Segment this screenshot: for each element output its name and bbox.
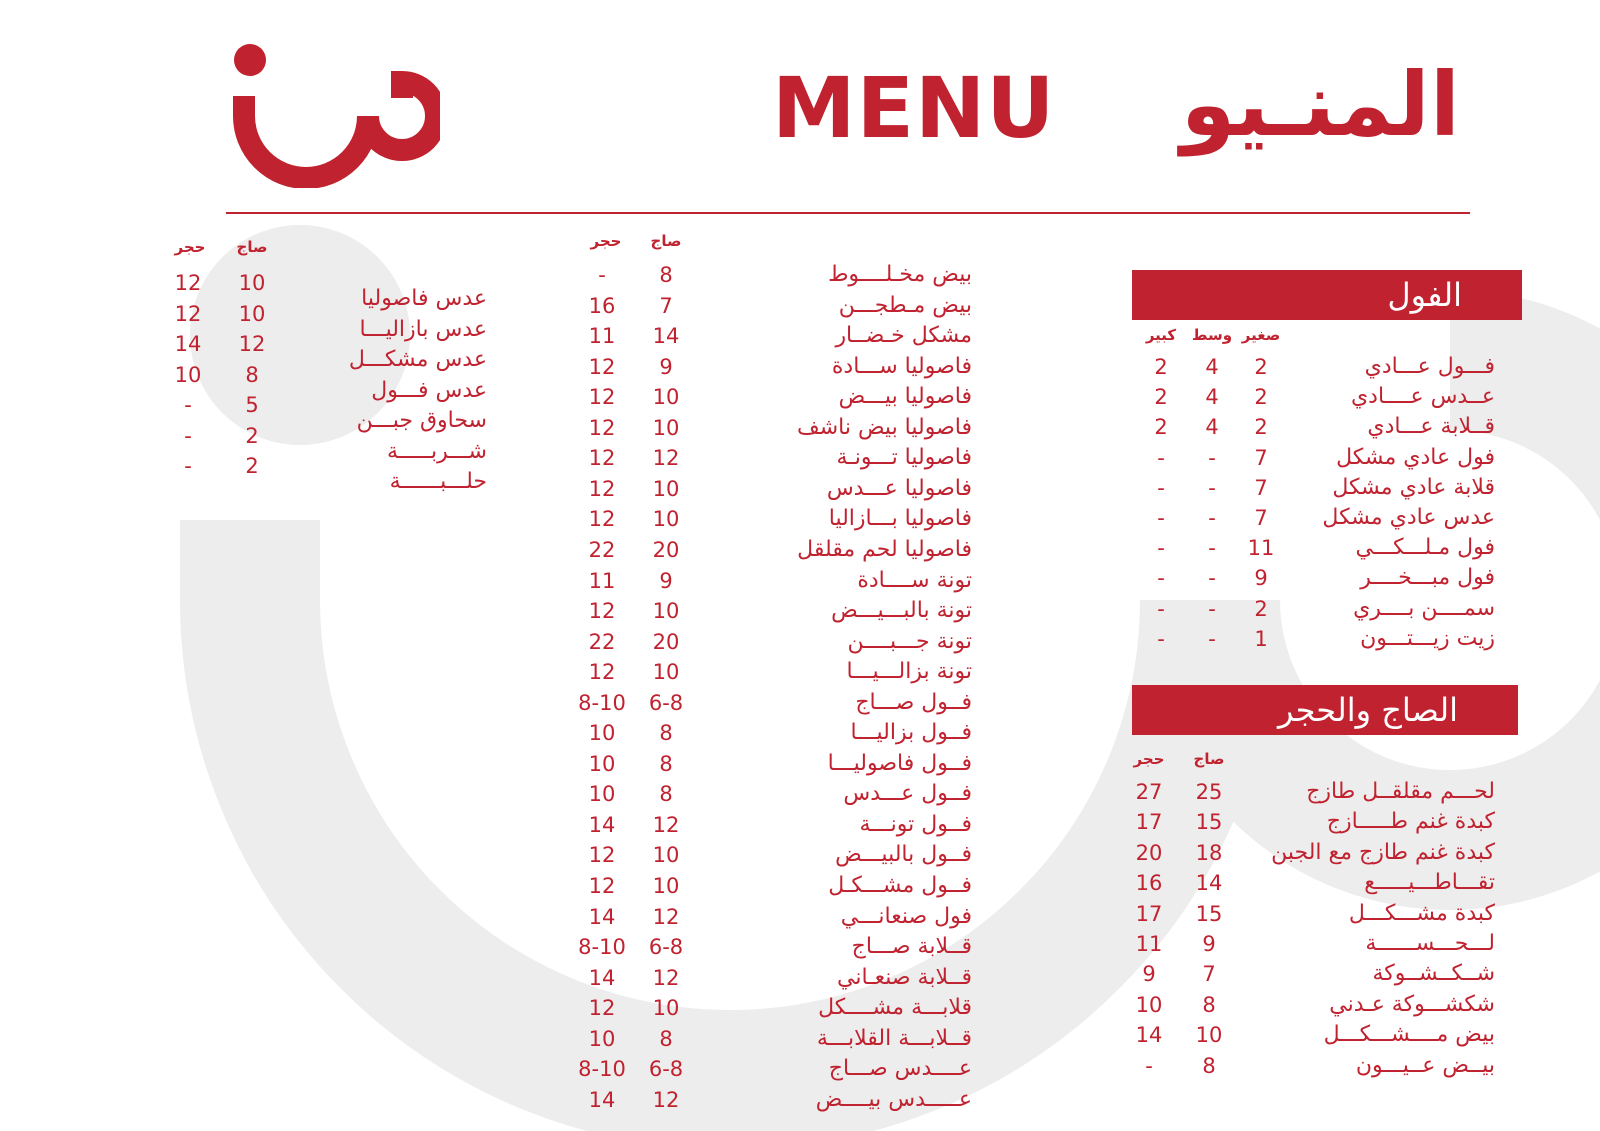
saj-hajar-item-saj-price: 7: [1202, 962, 1216, 987]
middle-item-hajar-price: 12: [588, 507, 616, 532]
middle-item-name: بيض مخـلــــوط: [828, 262, 972, 287]
middle-item-hajar-price: 12: [588, 599, 616, 624]
left-item-name: عدس فاصوليا: [361, 286, 487, 311]
middle-item-saj-price: 6-8: [648, 690, 684, 715]
middle-item-saj-price: 10: [652, 415, 680, 440]
header-medium: وسط: [1191, 326, 1233, 344]
left-item-saj-price: 2: [245, 423, 259, 448]
middle-item-saj-price: 10: [652, 507, 680, 532]
middle-item-name: فاصوليا تـــونـة: [836, 445, 972, 471]
middle-item-saj-price: 12: [652, 904, 680, 929]
foul-item-medium-price: -: [1208, 596, 1216, 621]
middle-item-hajar-price: 14: [588, 1087, 616, 1112]
header-hajar: حجر: [1133, 750, 1165, 768]
saj-hajar-item-name: تقـــاطـــيـــــع: [1364, 870, 1495, 896]
middle-item-name: فــول فاصوليـــا: [827, 750, 972, 776]
menu-title-ar: المنـيو: [1180, 53, 1460, 156]
saj-hajar-item-hajar-price: 17: [1135, 810, 1163, 835]
saj-hajar-item-hajar-price: 16: [1135, 871, 1163, 896]
middle-item-name: قلابـــة مشــــكل: [818, 995, 972, 1021]
middle-item-name: فاصوليا لحم مقلقل: [797, 536, 972, 562]
foul-item-name: زيت زيـــتـــون: [1360, 625, 1495, 651]
middle-item-saj-price: 10: [652, 476, 680, 501]
middle-item-hajar-price: 12: [588, 843, 616, 868]
middle-item-hajar-price: 12: [588, 874, 616, 898]
middle-item-name: فاصوليا عـــدس: [826, 475, 972, 501]
left-item-name: عدس فـــول: [371, 377, 487, 403]
left-item-hajar-price: 12: [174, 271, 202, 295]
middle-item-name: عـــــدس بيــــض: [815, 1086, 972, 1112]
middle-item-hajar-price: 12: [588, 660, 616, 685]
foul-item-small-price: 7: [1254, 506, 1268, 530]
foul-item-large-price: 2: [1154, 415, 1168, 440]
saj-hajar-item-name: لـــحـــســــــة: [1365, 931, 1495, 956]
menu-title-en: MENU: [772, 59, 1056, 157]
foul-item-medium-price: 4: [1205, 355, 1219, 379]
foul-item-name: فول مـلـــكـــي: [1355, 535, 1495, 561]
left-item-saj-price: 10: [238, 271, 266, 295]
middle-item-saj-price: 8: [659, 751, 673, 776]
header-saj: صاج: [1193, 750, 1225, 768]
middle-item-saj-price: 10: [652, 874, 680, 898]
foul-item-small-price: 11: [1247, 536, 1275, 561]
middle-item-name: فــول بالبيـــض: [835, 842, 972, 868]
middle-item-name: قــلابة صـــاج: [851, 934, 972, 960]
middle-item-saj-price: 8: [659, 782, 673, 807]
middle-item-hajar-price: 12: [588, 476, 616, 501]
foul-item-name: فول مبـــخــــر: [1360, 565, 1495, 591]
foul-item-medium-price: -: [1208, 506, 1216, 530]
saj-hajar-item-name: كبدة مشـــكـــل: [1348, 900, 1495, 926]
left-item-name: عدس بازاليـــا: [359, 316, 487, 342]
section-title-saj-hajar: الصاج والحجر: [1132, 685, 1518, 735]
middle-item-name: فــول عـــدس: [843, 781, 972, 807]
middle-item-name: بيض مـطجـــن: [838, 292, 972, 318]
saj-hajar-item-name: شكشـــوكة عـدني: [1329, 991, 1495, 1017]
middle-item-saj-price: 10: [652, 385, 680, 410]
middle-item-hajar-price: 22: [588, 537, 616, 562]
saj-hajar-item-name: كبدة غنم طازج مع الجبن: [1271, 839, 1495, 865]
middle-item-saj-price: 6-8: [648, 935, 684, 960]
middle-item-saj-price: 7: [659, 293, 673, 318]
left-item-hajar-price: -: [184, 423, 192, 448]
middle-item-hajar-price: 14: [588, 965, 616, 990]
middle-item-saj-price: 6-8: [648, 1057, 684, 1082]
middle-item-hajar-price: 11: [588, 324, 616, 349]
middle-header-saj: صاج: [650, 232, 682, 250]
saj-hajar-item-name: كبدة غنم طـــــازج: [1326, 809, 1495, 835]
foul-item-medium-price: 4: [1205, 385, 1219, 410]
left-item-saj-price: 8: [245, 362, 259, 387]
left-item-hajar-price: -: [184, 393, 192, 417]
saj-hajar-item-hajar-price: 20: [1135, 840, 1163, 865]
middle-item-hajar-price: 14: [588, 812, 616, 837]
foul-item-large-price: 2: [1154, 385, 1168, 410]
middle-item-name: عــــدس صـــاج: [828, 1056, 972, 1082]
foul-item-large-price: -: [1157, 536, 1165, 561]
left-item-hajar-price: 14: [174, 332, 202, 356]
middle-item-saj-price: 12: [652, 812, 680, 837]
section-title-foul: الفول: [1132, 270, 1522, 320]
saj-hajar-item-name: بيض مــــشـــكـــل: [1323, 1022, 1495, 1048]
left-item-name: عدس مشكـــل: [348, 347, 487, 372]
saj-hajar-item-hajar-price: 10: [1135, 992, 1163, 1017]
foul-item-medium-price: -: [1208, 536, 1216, 561]
left-header-saj: صاج: [236, 238, 268, 256]
foul-item-large-price: -: [1157, 626, 1165, 651]
middle-item-saj-price: 20: [652, 537, 680, 562]
middle-item-hajar-price: 12: [588, 996, 616, 1021]
left-item-hajar-price: 10: [174, 362, 202, 387]
middle-item-name: فاصوليا بـــازاليا: [828, 506, 972, 532]
middle-item-saj-price: 20: [652, 629, 680, 654]
saj-hajar-item-saj-price: 9: [1202, 932, 1216, 956]
left-item-saj-price: 2: [245, 454, 259, 478]
middle-item-name: مشكل خـضــار: [835, 323, 972, 349]
middle-item-hajar-price: 8-10: [578, 690, 626, 715]
middle-item-hajar-price: 8-10: [578, 1057, 626, 1082]
foul-item-medium-price: 4: [1205, 415, 1219, 440]
saj-hajar-item-saj-price: 25: [1195, 780, 1223, 804]
middle-item-saj-price: 10: [652, 660, 680, 685]
saj-hajar-item-hajar-price: 9: [1142, 962, 1156, 987]
left-item-name: سحاوق جبـــن: [356, 408, 487, 433]
middle-item-name: تونة بالبـــيـــض: [831, 598, 972, 624]
saj-hajar-item-saj-price: 10: [1195, 1023, 1223, 1048]
middle-item-hajar-price: 14: [588, 904, 616, 929]
saj-hajar-item-saj-price: 14: [1195, 871, 1223, 896]
middle-item-saj-price: 8: [659, 263, 673, 287]
middle-item-hajar-price: 16: [588, 293, 616, 318]
saj-hajar-item-saj-price: 8: [1202, 1053, 1216, 1078]
saj-hajar-item-hajar-price: 17: [1135, 901, 1163, 926]
foul-item-name: فول عادي مشكل: [1336, 444, 1495, 470]
foul-item-small-price: 2: [1254, 415, 1268, 440]
header-divider: [226, 212, 1470, 214]
middle-item-saj-price: 12: [652, 446, 680, 471]
middle-header-hajar: حجر: [590, 232, 622, 250]
foul-item-medium-price: -: [1208, 475, 1216, 500]
header-large: كبير: [1145, 326, 1177, 344]
middle-item-hajar-price: 11: [588, 568, 616, 593]
middle-item-hajar-price: 12: [588, 354, 616, 379]
left-item-saj-price: 12: [238, 332, 266, 356]
middle-item-name: تونة ســــادة: [857, 567, 972, 593]
middle-item-saj-price: 10: [652, 996, 680, 1021]
saj-hajar-item-hajar-price: 27: [1135, 780, 1163, 804]
middle-item-name: فول صنعانـــي: [840, 903, 972, 929]
foul-item-large-price: 2: [1154, 355, 1168, 379]
middle-item-name: قــلابـــة القلابـــة: [816, 1025, 972, 1051]
saj-hajar-item-name: لحـــم مقلقــل طازج: [1306, 779, 1495, 804]
middle-item-saj-price: 9: [659, 568, 673, 593]
middle-item-hajar-price: 10: [588, 782, 616, 807]
saj-hajar-item-saj-price: 8: [1202, 992, 1216, 1017]
foul-item-small-price: 9: [1254, 566, 1268, 591]
middle-item-hajar-price: 12: [588, 415, 616, 440]
middle-item-name: تونة جـــبــــن: [847, 628, 972, 654]
saj-hajar-item-saj-price: 15: [1195, 901, 1223, 926]
middle-item-saj-price: 10: [652, 843, 680, 868]
foul-item-name: عدس عادي مشكل: [1322, 505, 1495, 530]
middle-item-saj-price: 12: [652, 965, 680, 990]
foul-item-small-price: 2: [1254, 355, 1268, 379]
left-header-hajar: حجر: [174, 238, 206, 256]
left-item-saj-price: 10: [238, 301, 266, 326]
middle-item-name: تونة بزالـــيـــا: [846, 659, 972, 685]
middle-item-saj-price: 8: [659, 1026, 673, 1051]
header-small: صغير: [1241, 326, 1281, 344]
middle-item-hajar-price: 12: [588, 446, 616, 471]
middle-item-hajar-price: 10: [588, 1026, 616, 1051]
foul-item-medium-price: -: [1208, 445, 1216, 470]
saj-hajar-item-hajar-price: 14: [1135, 1023, 1163, 1048]
foul-item-large-price: -: [1157, 566, 1165, 591]
middle-item-hajar-price: 12: [588, 385, 616, 410]
middle-item-name: فاصوليا بيض ناشف: [796, 414, 972, 440]
saj-hajar-item-saj-price: 15: [1195, 810, 1223, 835]
foul-item-medium-price: -: [1208, 566, 1216, 591]
middle-item-hajar-price: 10: [588, 721, 616, 746]
saj-hajar-item-name: بيــض عــيـــون: [1355, 1052, 1495, 1078]
middle-item-name: فاصوليا بيـــض: [838, 384, 972, 410]
foul-item-small-price: 2: [1254, 596, 1268, 621]
foul-item-small-price: 1: [1254, 626, 1268, 651]
middle-item-name: فاصوليا ســـادة: [831, 353, 972, 379]
left-item-hajar-price: 12: [174, 301, 202, 326]
middle-item-saj-price: 12: [652, 1087, 680, 1112]
middle-item-hajar-price: -: [598, 263, 606, 287]
foul-item-large-price: -: [1157, 445, 1165, 470]
foul-item-large-price: -: [1157, 596, 1165, 621]
middle-item-hajar-price: 10: [588, 751, 616, 776]
saj-hajar-item-saj-price: 18: [1195, 840, 1223, 865]
left-item-name: شـــربـــــة: [386, 438, 487, 464]
saj-hajar-item-hajar-price: -: [1145, 1053, 1153, 1078]
middle-item-name: فــول تونـــة: [859, 811, 972, 837]
foul-item-name: قــلابة عـــادي: [1367, 414, 1495, 440]
middle-item-saj-price: 9: [659, 354, 673, 379]
foul-item-small-price: 2: [1254, 385, 1268, 410]
foul-item-medium-price: -: [1208, 626, 1216, 651]
saj-hajar-item-hajar-price: 11: [1135, 932, 1163, 956]
middle-item-saj-price: 14: [652, 324, 680, 349]
left-item-name: حلـــبــــــة: [389, 469, 487, 494]
foul-item-small-price: 7: [1254, 445, 1268, 470]
foul-item-name: قلابة عادي مشكل: [1332, 474, 1495, 500]
middle-item-name: فــول صـــاج: [855, 689, 972, 715]
foul-item-large-price: -: [1157, 475, 1165, 500]
middle-item-name: فــول مشـــكـل: [828, 873, 972, 898]
brand-logo: [220, 38, 440, 188]
middle-item-hajar-price: 8-10: [578, 935, 626, 960]
left-item-saj-price: 5: [245, 393, 259, 417]
foul-item-small-price: 7: [1254, 475, 1268, 500]
middle-item-name: قــلابة صنعـاني: [837, 964, 972, 990]
foul-item-large-price: -: [1157, 506, 1165, 530]
left-item-hajar-price: -: [184, 454, 192, 478]
middle-item-hajar-price: 22: [588, 629, 616, 654]
middle-item-saj-price: 8: [659, 721, 673, 746]
foul-item-name: عــدس عــــادي: [1350, 384, 1495, 410]
middle-item-saj-price: 10: [652, 599, 680, 624]
foul-item-name: فـــول عـــادي: [1364, 354, 1495, 379]
foul-item-name: سمــــن بــــري: [1353, 595, 1495, 621]
middle-item-name: فــول بزاليـــا: [850, 720, 972, 746]
saj-hajar-item-name: شــكــشــوكة: [1372, 961, 1495, 987]
